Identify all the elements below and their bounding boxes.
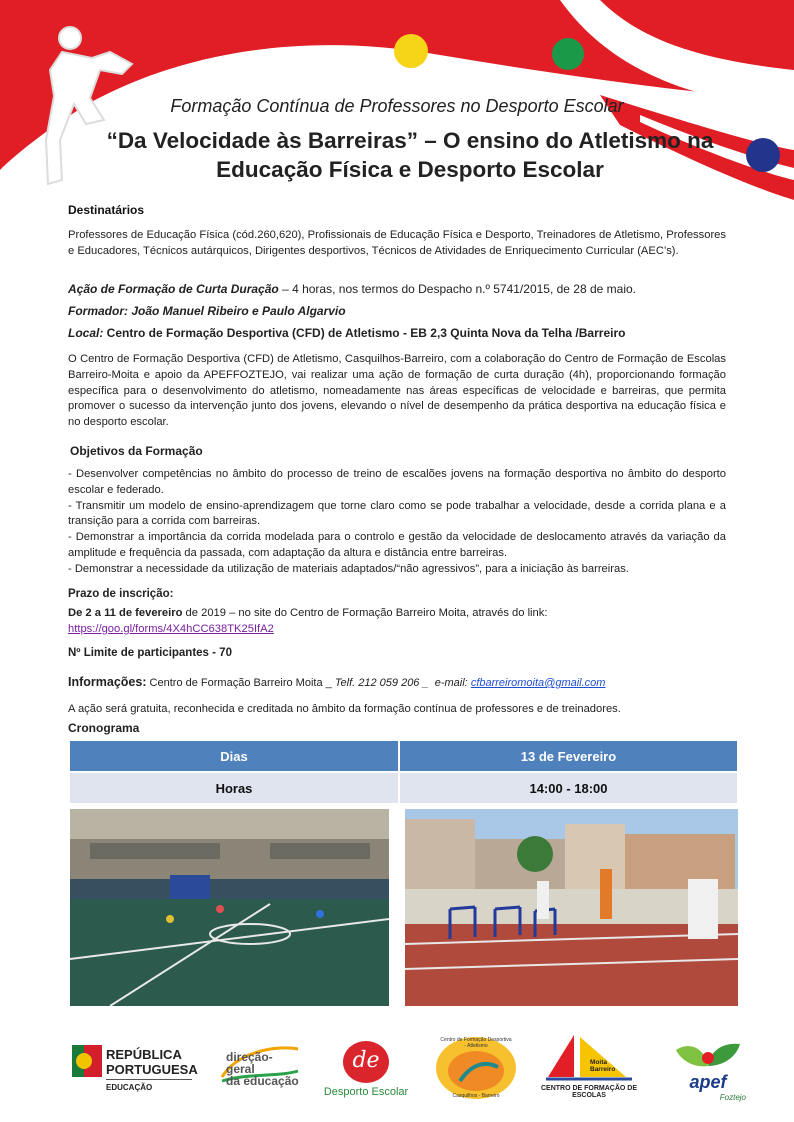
- apef-leaf-icon: [674, 1040, 742, 1074]
- republica-line1: REPÚBLICA: [106, 1047, 182, 1062]
- local-label: Local:: [68, 326, 104, 340]
- table-row: [70, 773, 737, 803]
- objetivo-item: - Demonstrar a importância da corrida modelada para o controlo e gestão da velocidade de deslocamento através da variação da amplitude e frequência da passada, com adaptação da altura e distância entre barreiras.: [68, 531, 726, 559]
- informacoes-label: Informações:: [68, 675, 147, 689]
- gratuita-text: A ação será gratuita, reconhecida e creditada no âmbito da formação contínua de professores e de treinadores.: [68, 703, 621, 715]
- republica-line2: PORTUGUESA: [106, 1062, 198, 1077]
- destinatarios-heading: Destinatários: [68, 203, 145, 217]
- logo-cf-barreiro-moita: [540, 1033, 638, 1099]
- cronograma-heading: Cronograma: [68, 721, 140, 735]
- informacoes-line: [68, 675, 605, 689]
- acao-value: – 4 horas, nos termos do Despacho n.º 5741/2015, de 28 de maio.: [278, 282, 637, 296]
- destinatarios-text: Professores de Educação Física (cód.260,620), Profissionais de Educação Física e Desporto, Treinadores de Atletismo, Professores e Educadores, Técnicos autárquicos, Dirigentes desportivos, Técnicos de Atividades de Enriquecimento Curricular (AEC’s).: [68, 229, 726, 257]
- objetivo-item: - Transmitir um modelo de ensino-aprendizagem que torne claro como se pode trabalhar a velocidade, desde a corrida plana e a transição para a corrida com barreiras.: [68, 499, 726, 528]
- green-dot: [550, 36, 586, 72]
- email-label: e-mail:: [434, 677, 468, 689]
- page-title: [60, 126, 760, 184]
- inscricao-text: [68, 606, 726, 638]
- yellow-dot: [392, 32, 430, 70]
- title-line-1: “Da Velocidade às Barreiras” – O ensino do Atletismo na: [106, 128, 714, 153]
- logo-desporto-escolar: [316, 1040, 416, 1102]
- logo-apef-foztejo: [670, 1040, 746, 1104]
- table-row: [70, 741, 737, 771]
- acao-line: [68, 282, 748, 296]
- dge-line2: da educação: [226, 1074, 299, 1088]
- informacoes-org: Centro de Formação Barreiro Moita _: [146, 677, 335, 689]
- republica-line3: EDUCAÇÃO: [106, 1083, 153, 1092]
- cfd-ring-text: Centro de Formação Desportiva - Atletismo: [440, 1037, 512, 1049]
- logo-republica-portuguesa: [72, 1043, 197, 1095]
- inscricao-dates: De 2 a 11 de fevereiro: [68, 607, 183, 619]
- inscricao-link[interactable]: https://goo.gl/forms/4X4hCC638TK25IfA2: [68, 622, 274, 635]
- intro-paragraph: O Centro de Formação Desportiva (CFD) de Atletismo, Casquilhos-Barreiro, com a colaboração do Centro de Formação de Escolas Barreiro-Moita e apoio da APEFFOZTEJO, vai realizar uma ação de formação de curta duração (4h), proporcionando formação específica para o desenvolvimento do atletismo, nomeadamente nas áreas específicas de velocidade e barreiras, que permita promover o sucesso da intervenção junto dos jovens, elevando o nível de desempenho da prática desportiva na educação física e no desporto escolar.: [68, 353, 726, 429]
- table-header-dias: Dias: [70, 741, 398, 771]
- table-cell-time: 14:00 - 18:00: [400, 773, 737, 803]
- informacoes-phone: Telf. 212 059 206 _: [334, 677, 429, 689]
- coat-of-arms-icon: [72, 1045, 102, 1077]
- moita-caption: CENTRO DE FORMAÇÃO DE ESCOLAS: [540, 1085, 638, 1099]
- acao-label: Ação de Formação de Curta Duração: [68, 282, 279, 296]
- formador-label: Formador:: [68, 304, 128, 318]
- cfd-bottom-text: Casquilhos - Barreiro: [452, 1093, 500, 1099]
- de-mark-text: de: [352, 1048, 380, 1073]
- apef-line2: Foztejo: [719, 1093, 746, 1102]
- table-cell-horas: Horas: [70, 773, 398, 803]
- objetivos-heading: Objetivos da Formação: [70, 444, 203, 458]
- objetivos-list: [68, 467, 726, 578]
- limite-participantes: Nº Limite de participantes - 70: [68, 647, 232, 659]
- formador-value: João Manuel Ribeiro e Paulo Algarvio: [128, 304, 346, 318]
- cronograma-table: [68, 739, 739, 805]
- formador-line: [68, 304, 748, 318]
- objetivo-item: - Demonstrar a necessidade da utilização de materiais adaptados/“não agressivos”, para a iniciação às barreiras.: [68, 562, 629, 575]
- logo-dge: [218, 1043, 300, 1088]
- photo-track: [405, 809, 738, 1006]
- table-header-date: 13 de Fevereiro: [400, 741, 737, 771]
- email-link[interactable]: cfbarreiromoita@gmail.com: [470, 677, 606, 689]
- subtitle: Formação Contínua de Professores no Desporto Escolar: [170, 96, 624, 116]
- moita-line1: Moita: [590, 1059, 607, 1066]
- moita-line2: Barreiro: [590, 1066, 616, 1073]
- local-line: [68, 326, 758, 340]
- local-value: Centro de Formação Desportiva (CFD) de Atletismo - EB 2,3 Quinta Nova da Telha /Barreiro: [103, 326, 626, 340]
- inscricao-heading: Prazo de inscrição:: [68, 588, 174, 600]
- logo-cfd-atletismo: [434, 1035, 518, 1101]
- apef-line1: apef: [689, 1072, 727, 1092]
- inscricao-desc: de 2019 – no site do Centro de Formação Barreiro Moita, através do link:: [182, 607, 548, 619]
- de-caption: Desporto Escolar: [323, 1086, 409, 1098]
- dge-line1: direção-geral: [226, 1050, 273, 1076]
- objetivo-item: - Desenvolver competências no âmbito do processo de treino de escalões jovens na formação desportiva no âmbito do desporto escolar e federado.: [68, 468, 726, 496]
- title-line-2: Educação Física e Desporto Escolar: [216, 157, 604, 182]
- sailboat-icon: [544, 1033, 634, 1083]
- photo-gym: [70, 809, 389, 1006]
